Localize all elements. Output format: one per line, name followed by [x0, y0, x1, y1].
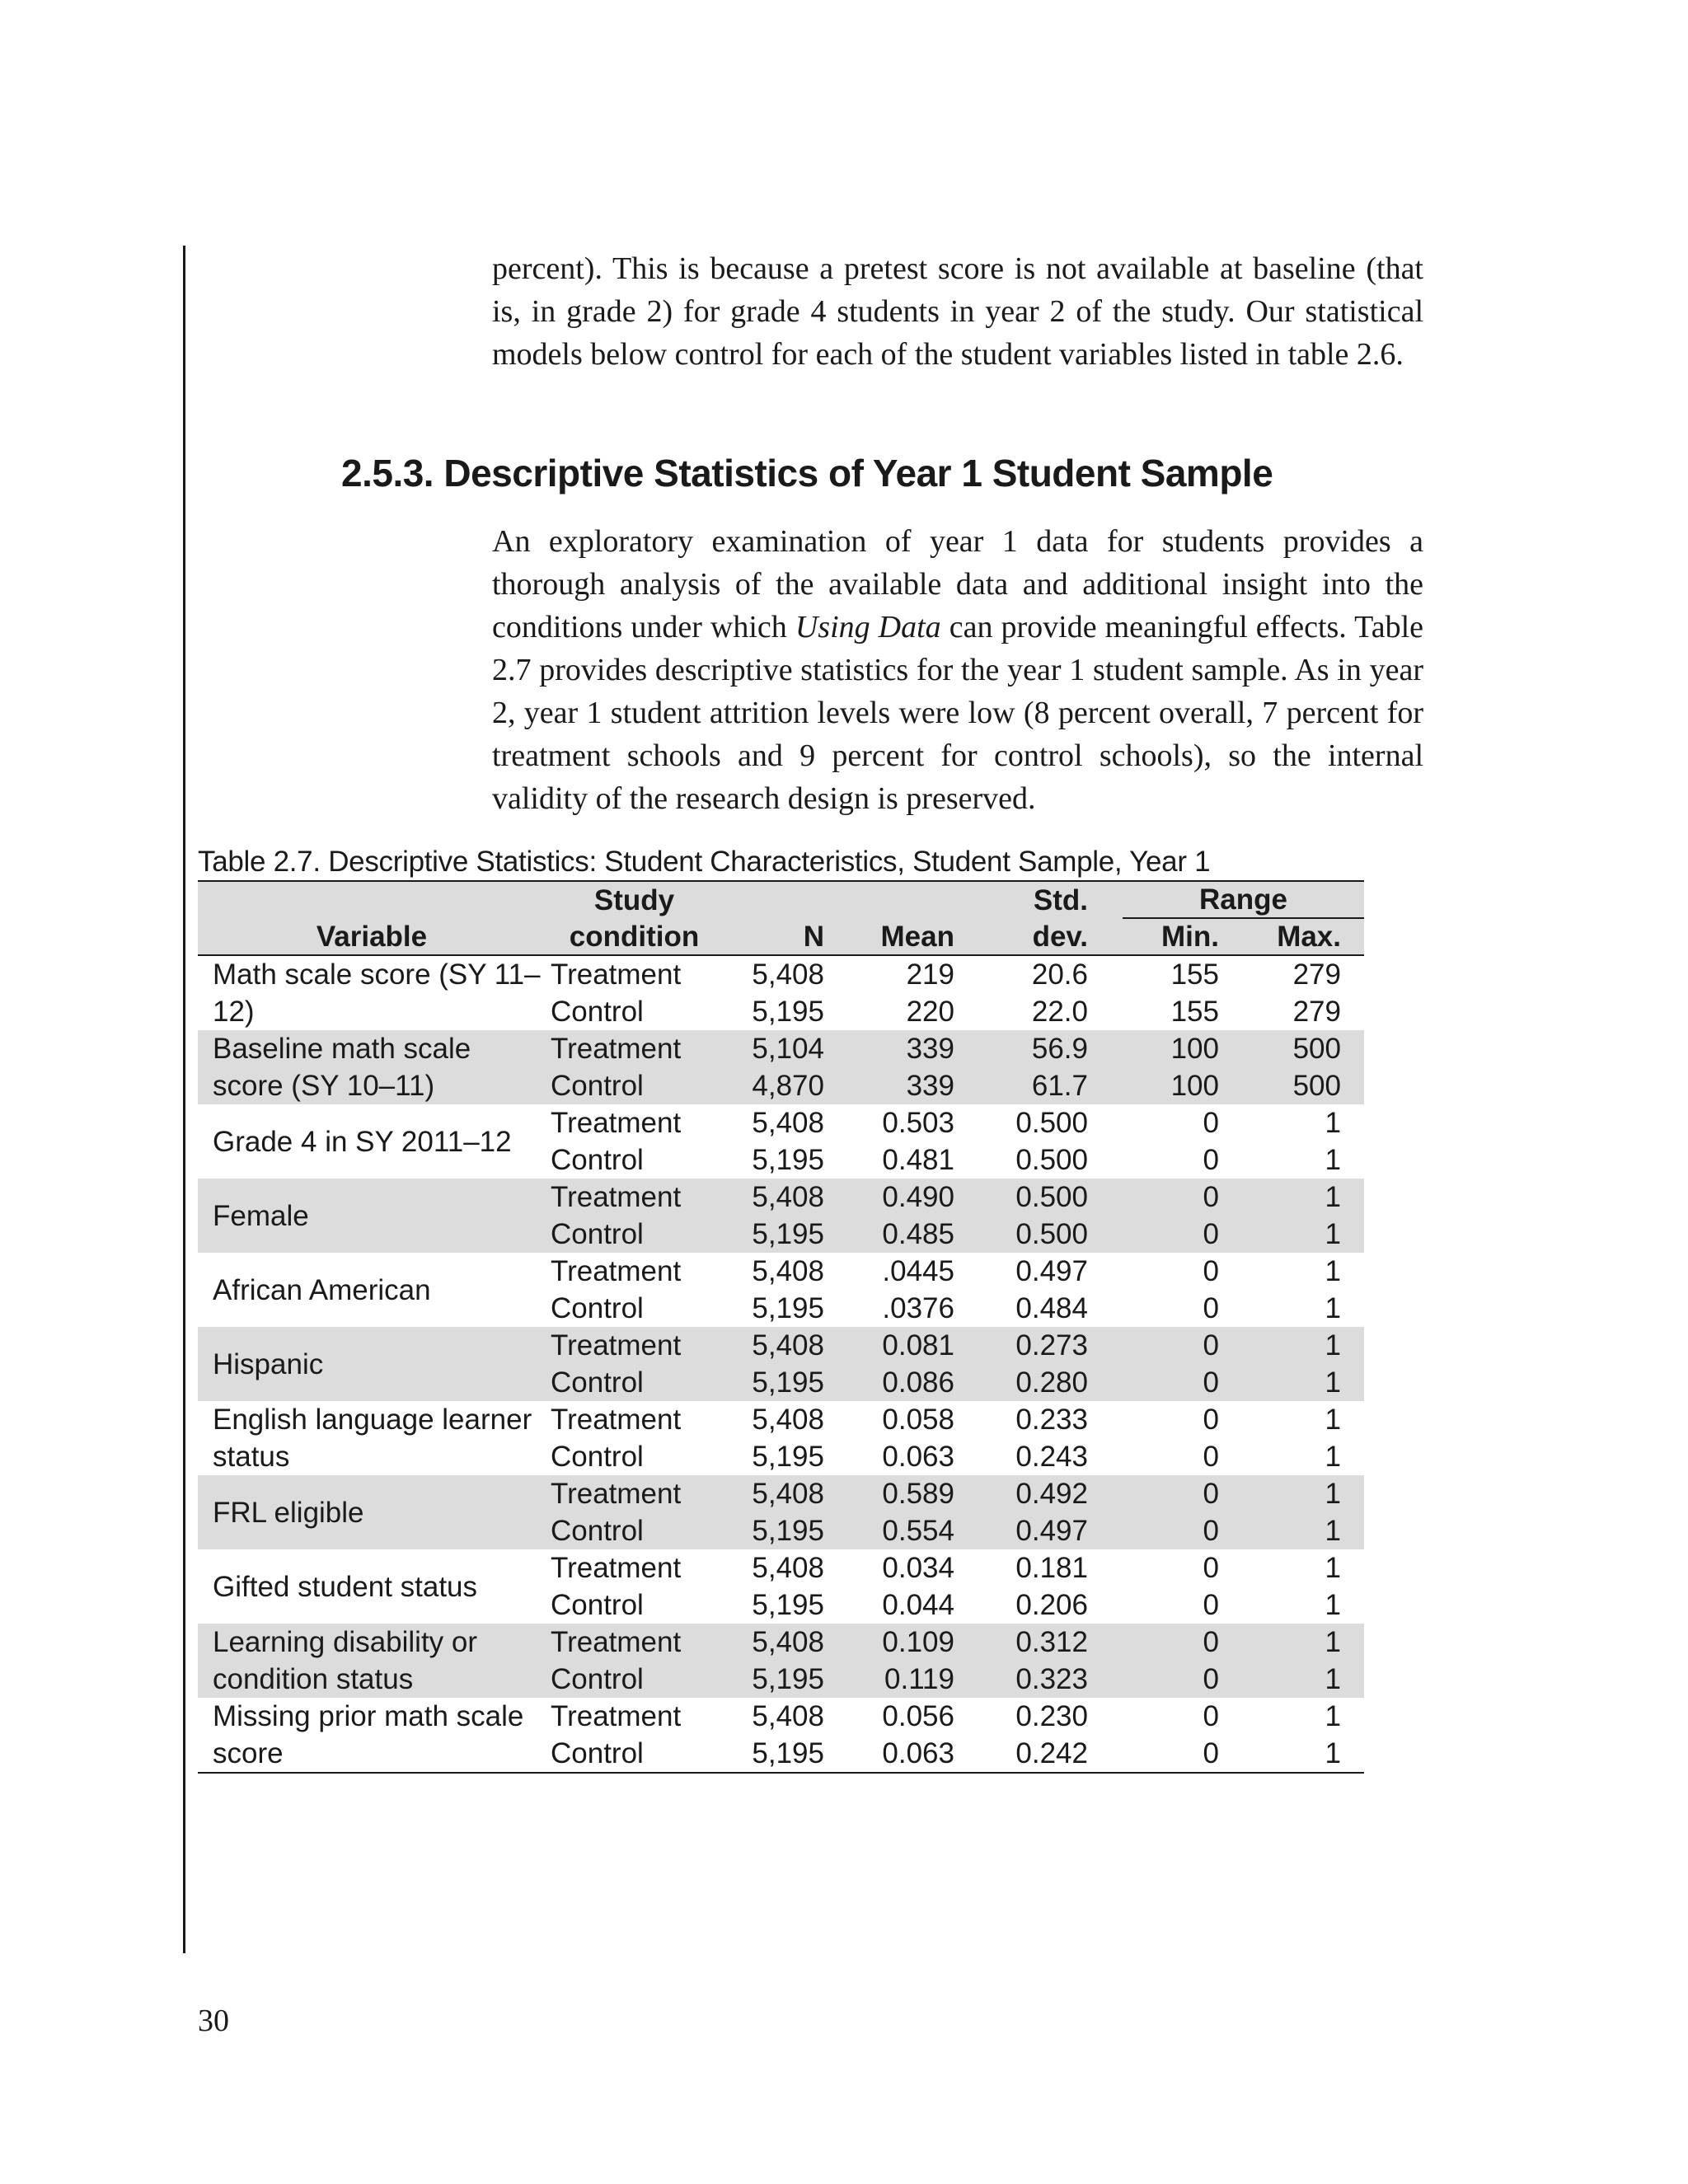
min-cell: 100 — [1170, 1070, 1219, 1102]
min-cell: 0 — [1203, 1552, 1219, 1584]
condition-cell: Control — [551, 1218, 644, 1250]
std-dev-cell: 0.500 — [1015, 1107, 1088, 1139]
variable-cell: Grade 4 in SY 2011–12 — [213, 1125, 512, 1158]
min-cell: 0 — [1203, 1144, 1219, 1176]
mean-cell: 219 — [906, 958, 954, 991]
variable-cell: Female — [213, 1199, 309, 1232]
mean-cell: 0.081 — [882, 1329, 954, 1361]
header-max: Max. — [1249, 919, 1364, 955]
table-body — [198, 955, 1364, 1773]
condition-cell: Treatment — [551, 1033, 682, 1065]
condition-cell: Control — [551, 1737, 644, 1769]
condition-cell: Treatment — [551, 1626, 682, 1658]
condition-cell: Control — [551, 1589, 644, 1621]
table-row — [198, 955, 1364, 993]
condition-cell: Control — [551, 1515, 644, 1547]
std-dev-cell: 0.323 — [1015, 1663, 1088, 1695]
n-cell: 5,408 — [752, 1329, 824, 1361]
std-dev-cell: 0.233 — [1015, 1404, 1088, 1436]
header-row-bottom — [198, 919, 1364, 955]
max-cell: 279 — [1292, 996, 1341, 1028]
n-cell: 5,195 — [752, 1366, 824, 1399]
n-cell: 5,195 — [752, 1515, 824, 1547]
std-dev-cell: 0.230 — [1015, 1700, 1088, 1732]
max-cell: 1 — [1325, 1515, 1341, 1547]
condition-cell: Control — [551, 996, 644, 1028]
std-dev-cell: 0.484 — [1015, 1292, 1088, 1324]
header-variable-top — [198, 881, 546, 919]
std-dev-cell: 0.497 — [1015, 1515, 1088, 1547]
max-cell: 500 — [1292, 1033, 1341, 1065]
min-cell: 0 — [1203, 1404, 1219, 1436]
mean-cell: 0.063 — [882, 1737, 954, 1769]
condition-cell: Treatment — [551, 1478, 682, 1510]
header-range — [1114, 881, 1364, 919]
para2-text-end: can provide meaningful effects. Table 2.7 provides descriptive statistics for the year 1 student sample. As in year 2, year 1 student attrition levels were low (8 percent overall, 7 percent for treatment schools and 9 percent for control schools), so the internal validity of the research design is preserved. — [492, 610, 1423, 816]
variable-cell: African American — [213, 1273, 431, 1306]
table-row — [198, 1401, 1364, 1438]
std-dev-cell: 0.273 — [1015, 1329, 1088, 1361]
min-cell: 0 — [1203, 1366, 1219, 1399]
std-dev-cell: 20.6 — [1031, 958, 1088, 991]
variable-cell: Math scale score (SY 11–12) — [213, 958, 541, 1028]
min-cell: 0 — [1203, 1589, 1219, 1621]
max-cell: 500 — [1292, 1070, 1341, 1102]
table-caption: Table 2.7. Descriptive Statistics: Student Characteristics, Student Sample, Year 1 — [198, 846, 1211, 878]
max-cell: 1 — [1325, 1441, 1341, 1473]
max-cell: 1 — [1325, 1737, 1341, 1769]
std-dev-cell: 0.280 — [1015, 1366, 1088, 1399]
max-cell: 1 — [1325, 1181, 1341, 1213]
mean-cell: 0.490 — [882, 1181, 954, 1213]
condition-cell: Control — [551, 1292, 644, 1324]
std-dev-cell: 0.500 — [1015, 1144, 1088, 1176]
condition-cell: Control — [551, 1366, 644, 1399]
max-cell: 279 — [1292, 958, 1341, 991]
std-dev-cell: 0.500 — [1015, 1218, 1088, 1250]
max-cell: 1 — [1325, 1552, 1341, 1584]
n-cell: 5,195 — [752, 1292, 824, 1324]
mean-cell: 0.503 — [882, 1107, 954, 1139]
n-cell: 5,408 — [752, 1700, 824, 1732]
mean-cell: 0.044 — [882, 1589, 954, 1621]
variable-cell: Learning disability or condition status — [213, 1626, 478, 1695]
min-cell: 0 — [1203, 1515, 1219, 1547]
header-range-label: Range — [1123, 882, 1364, 919]
min-cell: 0 — [1203, 1441, 1219, 1473]
mean-cell: 0.056 — [882, 1700, 954, 1732]
min-cell: 0 — [1203, 1181, 1219, 1213]
header-n-top — [723, 881, 844, 919]
max-cell: 1 — [1325, 1366, 1341, 1399]
header-study-top: Study — [593, 884, 675, 916]
para2-text-start: An exploratory examination of year 1 data for students provides a thorough analysis of the available data and additional insight into the conditions under which — [492, 524, 1423, 644]
table-row — [198, 1104, 1364, 1141]
std-dev-cell: 0.312 — [1015, 1626, 1088, 1658]
condition-cell: Treatment — [551, 958, 682, 991]
table-row — [198, 1624, 1364, 1661]
n-cell: 5,408 — [752, 1478, 824, 1510]
header-row-top — [198, 881, 1364, 919]
n-cell: 5,195 — [752, 1441, 824, 1473]
std-dev-cell: 0.242 — [1015, 1737, 1088, 1769]
min-cell: 0 — [1203, 1107, 1219, 1139]
variable-cell: FRL eligible — [213, 1496, 364, 1529]
std-dev-cell: 0.243 — [1015, 1441, 1088, 1473]
variable-cell: Gifted student status — [213, 1570, 478, 1603]
n-cell: 4,870 — [752, 1070, 824, 1102]
table-row — [198, 1253, 1364, 1290]
condition-cell: Treatment — [551, 1552, 682, 1584]
condition-cell: Treatment — [551, 1700, 682, 1732]
header-min: Min. — [1114, 919, 1249, 955]
max-cell: 1 — [1325, 1478, 1341, 1510]
std-dev-cell: 0.181 — [1015, 1552, 1088, 1584]
min-cell: 0 — [1203, 1663, 1219, 1695]
n-cell: 5,195 — [752, 996, 824, 1028]
table-row — [198, 1475, 1364, 1512]
mean-cell: 0.109 — [882, 1626, 954, 1658]
max-cell: 1 — [1325, 1255, 1341, 1287]
min-cell: 0 — [1203, 1737, 1219, 1769]
n-cell: 5,408 — [752, 958, 824, 991]
std-dev-cell: 22.0 — [1031, 996, 1088, 1028]
mean-cell: 220 — [906, 996, 954, 1028]
mean-cell: 0.119 — [884, 1663, 954, 1695]
min-cell: 0 — [1203, 1478, 1219, 1510]
table-row — [198, 1698, 1364, 1735]
std-dev-cell: 0.500 — [1015, 1181, 1088, 1213]
table-row — [198, 1549, 1364, 1586]
section-heading: 2.5.3. Descriptive Statistics of Year 1 Student Sample — [341, 452, 1273, 494]
mean-cell: .0376 — [882, 1292, 954, 1324]
max-cell: 1 — [1325, 1404, 1341, 1436]
n-cell: 5,195 — [752, 1589, 824, 1621]
n-cell: 5,408 — [752, 1404, 824, 1436]
condition-cell: Control — [551, 1070, 644, 1102]
header-mean: Mean — [844, 919, 978, 955]
n-cell: 5,408 — [752, 1181, 824, 1213]
max-cell: 1 — [1325, 1626, 1341, 1658]
condition-cell: Treatment — [551, 1329, 682, 1361]
mean-cell: 0.481 — [882, 1144, 954, 1176]
mean-cell: 0.058 — [882, 1404, 954, 1436]
std-dev-cell: 61.7 — [1031, 1070, 1088, 1102]
header-mean-top — [844, 881, 978, 919]
mean-cell: .0445 — [882, 1255, 954, 1287]
header-n: N — [723, 919, 844, 955]
header-std-top: Std. — [1033, 884, 1088, 916]
condition-cell: Control — [551, 1441, 644, 1473]
min-cell: 0 — [1203, 1700, 1219, 1732]
mean-cell: 0.063 — [882, 1441, 954, 1473]
n-cell: 5,195 — [752, 1737, 824, 1769]
margin-rule — [183, 246, 185, 1953]
body-paragraph-2 — [492, 520, 1423, 820]
body-paragraph-1: percent). This is because a pretest score is not available at baseline (that is, in grade 2) for grade 4 students in year 2 of the study. Our statistical models below control for each of the student variables listed in table 2.6. — [492, 251, 1423, 372]
max-cell: 1 — [1325, 1107, 1341, 1139]
n-cell: 5,408 — [752, 1552, 824, 1584]
table-row — [198, 1179, 1364, 1216]
condition-cell: Treatment — [551, 1255, 682, 1287]
mean-cell: 339 — [906, 1033, 954, 1065]
mean-cell: 0.554 — [882, 1515, 954, 1547]
table-row — [198, 1327, 1364, 1364]
mean-cell: 339 — [906, 1070, 954, 1102]
mean-cell: 0.086 — [882, 1366, 954, 1399]
min-cell: 0 — [1203, 1329, 1219, 1361]
min-cell: 155 — [1170, 996, 1219, 1028]
n-cell: 5,195 — [752, 1663, 824, 1695]
min-cell: 0 — [1203, 1218, 1219, 1250]
std-dev-cell: 0.492 — [1015, 1478, 1088, 1510]
mean-cell: 0.034 — [882, 1552, 954, 1584]
max-cell: 1 — [1325, 1329, 1341, 1361]
min-cell: 0 — [1203, 1626, 1219, 1658]
condition-cell: Treatment — [551, 1404, 682, 1436]
variable-cell: English language learner status — [213, 1404, 532, 1473]
max-cell: 1 — [1325, 1292, 1341, 1324]
mean-cell: 0.589 — [882, 1478, 954, 1510]
max-cell: 1 — [1325, 1700, 1341, 1732]
std-dev-cell: 0.206 — [1015, 1589, 1088, 1621]
variable-cell: Baseline math scale score (SY 10–11) — [213, 1033, 471, 1102]
min-cell: 100 — [1170, 1033, 1219, 1065]
variable-cell: Hispanic — [213, 1347, 324, 1380]
page-number: 30 — [198, 2004, 229, 2038]
max-cell: 1 — [1325, 1589, 1341, 1621]
header-std-dev: dev. — [978, 919, 1114, 955]
max-cell: 1 — [1325, 1218, 1341, 1250]
table-row — [198, 1030, 1364, 1067]
condition-cell: Control — [551, 1144, 644, 1176]
condition-cell: Treatment — [551, 1181, 682, 1213]
n-cell: 5,195 — [752, 1144, 824, 1176]
n-cell: 5,408 — [752, 1107, 824, 1139]
min-cell: 0 — [1203, 1292, 1219, 1324]
max-cell: 1 — [1325, 1144, 1341, 1176]
n-cell: 5,408 — [752, 1626, 824, 1658]
descriptive-statistics-table — [198, 880, 1364, 1774]
header-variable: Variable — [198, 919, 546, 955]
n-cell: 5,195 — [752, 1218, 824, 1250]
std-dev-cell: 0.497 — [1015, 1255, 1088, 1287]
condition-cell: Treatment — [551, 1107, 682, 1139]
variable-cell: Missing prior math scale score — [213, 1700, 524, 1769]
n-cell: 5,104 — [752, 1033, 824, 1065]
max-cell: 1 — [1325, 1663, 1341, 1695]
n-cell: 5,408 — [752, 1255, 824, 1287]
condition-cell: Control — [551, 1663, 644, 1695]
min-cell: 155 — [1170, 958, 1219, 991]
mean-cell: 0.485 — [882, 1218, 954, 1250]
header-study-condition: condition — [546, 919, 723, 955]
min-cell: 0 — [1203, 1255, 1219, 1287]
std-dev-cell: 56.9 — [1031, 1033, 1088, 1065]
para2-italic-title: Using Data — [795, 610, 941, 644]
